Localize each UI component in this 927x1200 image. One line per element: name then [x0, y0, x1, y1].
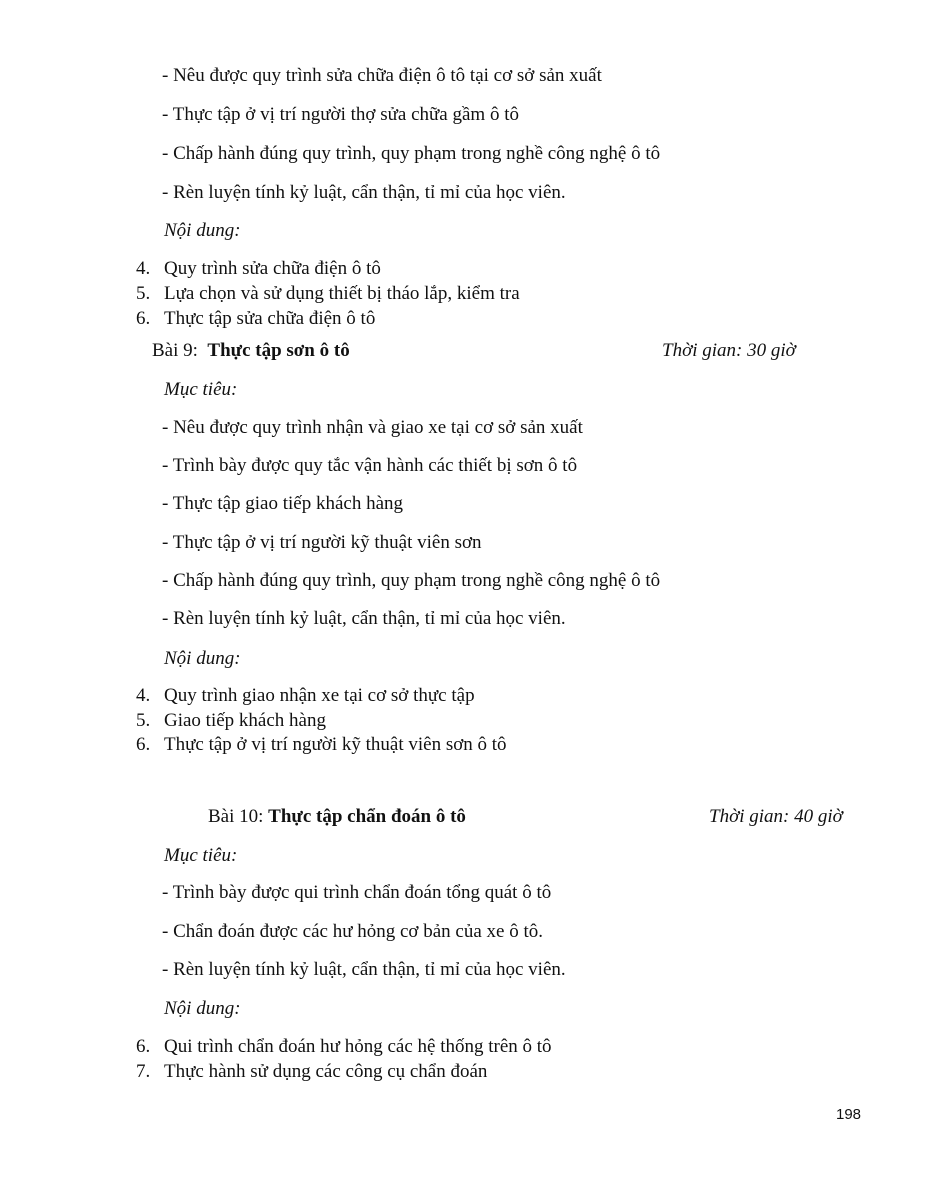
content-label: Nội dung: — [164, 220, 241, 241]
lesson-heading — [152, 340, 350, 363]
objective-item: - Nêu được quy trình sửa chữa điện ô tô tại cơ sở sản xuất — [162, 65, 602, 86]
objective-item: - Trình bày được qui trình chẩn đoán tổng quát ô tô — [162, 882, 552, 903]
content-item-text: Qui trình chẩn đoán hư hỏng các hệ thống trên ô tô — [164, 1036, 552, 1057]
content-item-text: Thực tập ở vị trí người kỹ thuật viên sơn ô tô — [164, 734, 507, 755]
lesson-title: Thực tập sơn ô tô — [207, 340, 350, 361]
content-item-number: 5. — [136, 710, 151, 731]
lesson-heading — [208, 806, 466, 829]
content-label: Nội dung: — [164, 998, 241, 1019]
lesson-time: Thời gian: 30 giờ — [662, 340, 796, 361]
objective-item: - Chấp hành đúng quy trình, quy phạm trong nghề công nghệ ô tô — [162, 143, 661, 164]
page-number: 198 — [836, 1106, 862, 1123]
objective-item: - Chẩn đoán được các hư hỏng cơ bản của xe ô tô. — [162, 921, 543, 942]
objective-item: - Chấp hành đúng quy trình, quy phạm trong nghề công nghệ ô tô — [162, 570, 661, 591]
objectives-label: Mục tiêu: — [164, 845, 238, 866]
content-item-number: 6. — [136, 308, 151, 329]
content-item-number: 4. — [136, 258, 151, 279]
objective-item: - Nêu được quy trình nhận và giao xe tại cơ sở sản xuất — [162, 417, 583, 438]
content-item-text: Thực hành sử dụng các công cụ chẩn đoán — [164, 1061, 488, 1082]
content-item-text: Quy trình giao nhận xe tại cơ sở thực tập — [164, 685, 475, 706]
content-item-text: Giao tiếp khách hàng — [164, 710, 326, 731]
objectives-label: Mục tiêu: — [164, 379, 238, 400]
content-item-number: 4. — [136, 685, 151, 706]
lesson-prefix: Bài 9: — [152, 340, 198, 361]
objective-item: - Thực tập giao tiếp khách hàng — [162, 493, 404, 514]
lesson-title: Thực tập chẩn đoán ô tô — [268, 806, 466, 827]
objective-item: - Thực tập ở vị trí người kỹ thuật viên sơn — [162, 532, 482, 553]
content-item-number: 6. — [136, 1036, 151, 1057]
objective-item: - Rèn luyện tính kỷ luật, cẩn thận, tỉ mỉ của học viên. — [162, 959, 566, 980]
objective-item: - Thực tập ở vị trí người thợ sửa chữa gầm ô tô — [162, 104, 519, 125]
content-item-text: Lựa chọn và sử dụng thiết bị tháo lắp, kiểm tra — [164, 283, 520, 304]
lesson-time: Thời gian: 40 giờ — [709, 806, 843, 827]
content-item-number: 5. — [136, 283, 151, 304]
lesson-prefix: Bài 10: — [208, 806, 264, 827]
content-item-text: Quy trình sửa chữa điện ô tô — [164, 258, 381, 279]
objective-item: - Rèn luyện tính kỷ luật, cẩn thận, tỉ mỉ của học viên. — [162, 182, 566, 203]
objective-item: - Rèn luyện tính kỷ luật, cẩn thận, tỉ mỉ của học viên. — [162, 608, 566, 629]
objective-item: - Trình bày được quy tắc vận hành các thiết bị sơn ô tô — [162, 455, 578, 476]
content-item-number: 6. — [136, 734, 151, 755]
content-item-number: 7. — [136, 1061, 151, 1082]
content-item-text: Thực tập sửa chữa điện ô tô — [164, 308, 376, 329]
content-label: Nội dung: — [164, 648, 241, 669]
